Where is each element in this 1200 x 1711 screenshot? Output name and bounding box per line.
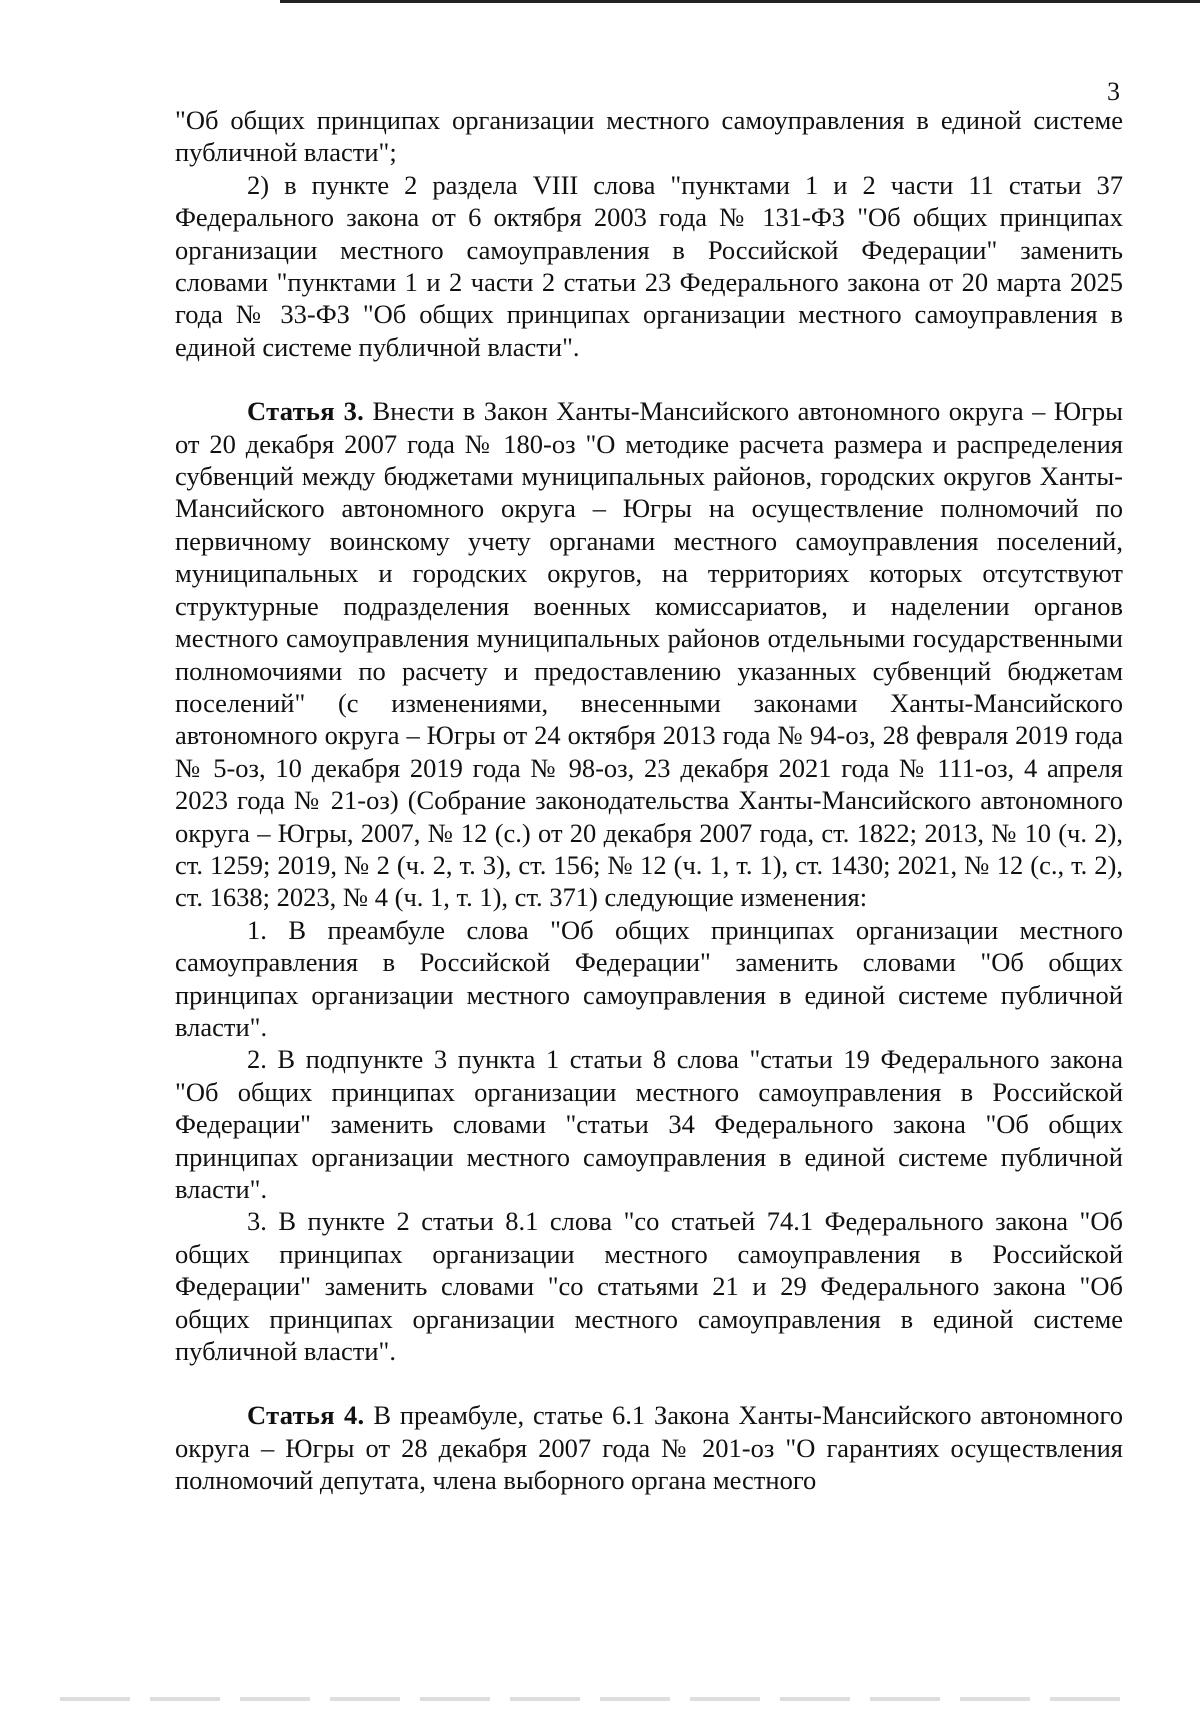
scan-edge-line <box>280 0 1200 3</box>
article-4-text: В преамбуле, статье 6.1 Закона Ханты-Мансийского автономного округа – Югры от 28 декабря 2007 года № 201-оз "О гарантиях осуществления полномочий депутата, члена выборного органа местного <box>175 1400 1124 1496</box>
article-4-heading: Статья 4. <box>247 1400 365 1431</box>
page-number: 3 <box>1107 77 1120 106</box>
article-3-heading: Статья 3. <box>247 396 365 427</box>
paragraph-item-2: 2) в пункте 2 раздела VIII слова "пунктами 1 и 2 части 11 статьи 37 Федерального закона от 6 октября 2003 года № 131-ФЗ "Об общих принципах организации местного самоуправления в Российской Федерации" заменить словами "пунктами 1 и 2 части 2 статьи 23 Федерального закона от 20 марта 2025 года № 33-ФЗ "Об общих принципах организации местного самоуправления в единой системе публичной власти". <box>175 169 1123 362</box>
article-3-item-3: 3. В пункте 2 статьи 8.1 слова "со статьей 74.1 Федерального закона "Об общих принципах организации местного самоуправления в Российской Федерации" заменить словами "со статьями 21 и 29 Федерального закона "Об общих принципах организации местного самоуправления в единой системе публичной власти". <box>175 1206 1123 1367</box>
document-body <box>175 104 1123 1497</box>
scan-edge-marks <box>60 1697 1140 1701</box>
article-3-paragraph <box>175 395 1123 914</box>
article-3-item-2: 2. В подпункте 3 пункта 1 статьи 8 слова "статьи 19 Федерального закона "Об общих принципах организации местного самоуправления в Российской Федерации" заменить словами "статьи 34 Федерального закона "Об общих принципах организации местного самоуправления в единой системе публичной власти". <box>175 1044 1123 1204</box>
paragraph-continuation: "Об общих принципах организации местного самоуправления в единой системе публичной власти"; <box>175 105 1123 168</box>
article-3-item-1: 1. В преамбуле слова "Об общих принципах организации местного самоуправления в Российской Федерации" заменить словами "Об общих принципах организации местного самоуправления в единой системе публичной власти". <box>175 914 1123 1042</box>
article-4-paragraph <box>175 1399 1123 1496</box>
article-3-text: Внести в Закон Ханты-Мансийского автономного округа – Югры от 20 декабря 2007 года № 180-оз "О методике расчета размера и распределения субвенций между бюджетами муниципальных районов, городских округов Ханты-Мансийского автономного округа – Югры на осуществление полномочий по первичному воинскому учету органами местного самоуправления поселений, муниципальных и городских округов, на территориях которых отсутствуют структурные подразделения военных комиссариатов, и наделении органов местного самоуправления муниципальных районов отдельными государственными полномочиями по расчету и предоставлению указанных субвенций бюджетам поселений" (с изменениями, внесенными законами Ханты-Мансийского автономного округа – Югры от 24 октября 2013 года № 94-оз, 28 февраля 2019 года № 5-оз, 10 декабря 2019 года № 98-оз, 23 декабря 2021 года № 111-оз, 4 апреля 2023 года № 21-оз) (Собрание законодательства Ханты-Мансийского автономного округа – Югры, 2007, № 12 (с.) от 20 декабря 2007 года, ст. 1822; 2013, № 10 (ч. 2), ст. 1259; 2019, № 2 (ч. 2, т. 3), ст. 156; № 12 (ч. 1, т. 1), ст. 1430; 2021, № 12 (с., т. 2), ст. 1638; 2023, № 4 (ч. 1, т. 1), ст. 371) следующие изменения: <box>175 396 1123 913</box>
